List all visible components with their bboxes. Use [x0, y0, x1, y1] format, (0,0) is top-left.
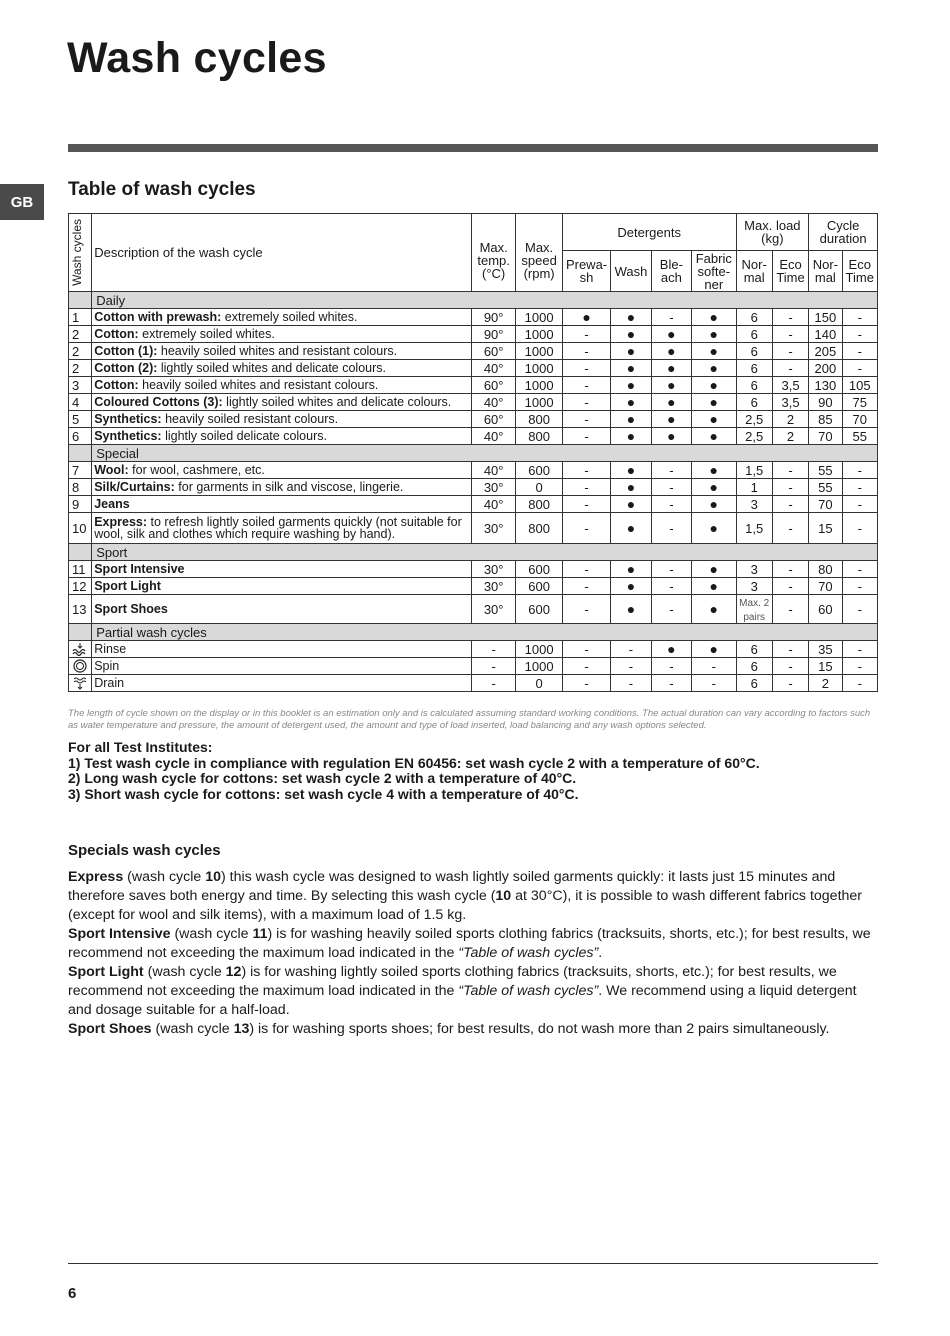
duration-eco: -	[842, 496, 877, 513]
detergent-w: ●	[611, 561, 651, 578]
load-eco: -	[772, 595, 808, 624]
detergent-w: ●	[611, 394, 651, 411]
duration-eco: -	[842, 641, 877, 658]
load-normal: 3	[736, 496, 772, 513]
load-normal: 2,5	[736, 411, 772, 428]
detergent-bl: ●	[651, 326, 691, 343]
max-temp: 90°	[471, 326, 515, 343]
detergent-w: -	[611, 658, 651, 675]
test-institutes-line: 1) Test wash cycle in compliance with regulation EN 60456: set wash cycle 2 with a temperature of 60°C.	[68, 754, 760, 771]
footer-rule	[68, 1263, 878, 1264]
detergent-fs: ●	[692, 479, 736, 496]
cycle-number: 5	[69, 411, 92, 428]
max-speed: 600	[516, 462, 562, 479]
section-spacer	[69, 292, 92, 309]
detergent-w: ●	[611, 479, 651, 496]
section-label: Sport	[92, 544, 878, 561]
table-row	[69, 428, 878, 445]
section-spacer	[69, 624, 92, 641]
special-cycle-paragraph: Sport Light (wash cycle 12) is for washing lightly soiled sports clothing fabrics (tracksuits, shorts, etc.); for best results, we recommend not exceeding the maximum load indicated in the “Table of wash cycles”. We recommend using a liquid detergent and dosage suitable for a half-load.	[68, 964, 857, 1018]
detergent-fs: ●	[692, 343, 736, 360]
max-temp: 90°	[471, 309, 515, 326]
load-eco: -	[772, 496, 808, 513]
cycle-description: Synthetics: heavily soiled resistant colours.	[92, 411, 472, 428]
max-speed: 1000	[516, 658, 562, 675]
cycle-number: 11	[69, 561, 92, 578]
detergent-fs: ●	[692, 595, 736, 624]
detergent-pw: -	[562, 428, 610, 445]
duration-eco: -	[842, 309, 877, 326]
detergent-w: ●	[611, 578, 651, 595]
section-label: Partial wash cycles	[92, 624, 878, 641]
duration-eco: 105	[842, 377, 877, 394]
table-row	[69, 343, 878, 360]
duration-normal: 55	[809, 462, 842, 479]
detergent-pw: -	[562, 561, 610, 578]
max-speed: 800	[516, 496, 562, 513]
detergent-bl: -	[651, 595, 691, 624]
language-tab: GB	[0, 184, 44, 220]
duration-eco: -	[842, 479, 877, 496]
detergent-w: ●	[611, 496, 651, 513]
load-normal: 2,5	[736, 428, 772, 445]
test-institutes-line: 2) Long wash cycle for cottons: set wash cycle 2 with a temperature of 40°C.	[68, 770, 577, 786]
section-title: Table of wash cycles	[68, 179, 256, 200]
max-temp: 30°	[471, 479, 515, 496]
cycle-description: Cotton: extremely soiled whites.	[92, 326, 472, 343]
cycle-number: 12	[69, 578, 92, 595]
duration-normal: 70	[809, 578, 842, 595]
detergent-pw: -	[562, 578, 610, 595]
detergent-w: ●	[611, 428, 651, 445]
load-normal: 3	[736, 561, 772, 578]
table-row	[69, 675, 878, 692]
special-cycle-paragraph: Sport Shoes (wash cycle 13) is for washing sports shoes; for best results, do not wash more than 2 pairs simultaneously.	[68, 1021, 830, 1037]
load-eco: -	[772, 479, 808, 496]
load-eco: 2	[772, 411, 808, 428]
max-speed: 1000	[516, 377, 562, 394]
load-normal: Max. 2 pairs	[736, 595, 772, 624]
detergent-pw: -	[562, 377, 610, 394]
cycle-description: Sport Light	[92, 578, 472, 595]
detergent-bl: -	[651, 462, 691, 479]
table-row	[69, 462, 878, 479]
header-wash: Wash	[611, 251, 651, 292]
max-speed: 600	[516, 578, 562, 595]
detergent-w: ●	[611, 360, 651, 377]
max-speed: 800	[516, 411, 562, 428]
header-max-speed: Max. speed (rpm)	[516, 214, 562, 292]
cycle-number: 1	[69, 309, 92, 326]
detergent-fs: ●	[692, 411, 736, 428]
load-eco: -	[772, 641, 808, 658]
detergent-fs: ●	[692, 561, 736, 578]
max-speed: 600	[516, 595, 562, 624]
drain-icon	[72, 676, 88, 690]
load-eco: -	[772, 513, 808, 544]
load-normal: 1	[736, 479, 772, 496]
detergent-bl: -	[651, 578, 691, 595]
header-detergents: Detergents	[562, 214, 736, 251]
duration-normal: 90	[809, 394, 842, 411]
table-row	[69, 595, 878, 624]
header-max-load: Max. load (kg)	[736, 214, 809, 251]
detergent-bl: -	[651, 658, 691, 675]
duration-normal: 200	[809, 360, 842, 377]
duration-normal: 80	[809, 561, 842, 578]
section-row	[69, 292, 878, 309]
duration-eco: -	[842, 578, 877, 595]
cycle-description: Cotton (1): heavily soiled whites and resistant colours.	[92, 343, 472, 360]
duration-eco: 75	[842, 394, 877, 411]
table-row	[69, 309, 878, 326]
duration-normal: 60	[809, 595, 842, 624]
cycle-description: Drain	[92, 675, 472, 692]
cycle-description: Jeans	[92, 496, 472, 513]
test-institutes-block	[68, 740, 878, 802]
header-duration-normal: Nor-mal	[809, 251, 842, 292]
detergent-fs: -	[692, 658, 736, 675]
table-row	[69, 641, 878, 658]
max-temp: -	[471, 675, 515, 692]
page-number: 6	[68, 1285, 77, 1302]
max-temp: 40°	[471, 360, 515, 377]
detergent-pw: -	[562, 479, 610, 496]
table-row	[69, 394, 878, 411]
max-temp: 60°	[471, 377, 515, 394]
detergent-fs: ●	[692, 360, 736, 377]
detergent-bl: -	[651, 496, 691, 513]
special-cycle-paragraph: Express (wash cycle 10) this wash cycle was designed to wash lightly soiled garments quickly: it lasts just 15 minutes and therefore saves both energy and time. By selecting this wash cycle (10 at 30°C), it is possible to wash different fabrics together (except for wool and silk items), with a maximum load of 1.5 kg.	[68, 869, 863, 923]
max-speed: 0	[516, 479, 562, 496]
load-normal: 6	[736, 658, 772, 675]
wash-cycles-table	[68, 213, 878, 692]
max-temp: 40°	[471, 496, 515, 513]
max-temp: 30°	[471, 513, 515, 544]
table-row	[69, 496, 878, 513]
rinse-icon	[72, 642, 88, 656]
duration-normal: 70	[809, 428, 842, 445]
section-row	[69, 544, 878, 561]
duration-eco: -	[842, 595, 877, 624]
load-normal: 6	[736, 675, 772, 692]
detergent-w: ●	[611, 343, 651, 360]
detergent-pw: -	[562, 658, 610, 675]
section-label: Special	[92, 445, 878, 462]
header-bleach: Ble-ach	[651, 251, 691, 292]
duration-normal: 205	[809, 343, 842, 360]
load-eco: 2	[772, 428, 808, 445]
detergent-pw: -	[562, 641, 610, 658]
max-temp: 30°	[471, 561, 515, 578]
cycle-number: 13	[69, 595, 92, 624]
load-normal: 6	[736, 326, 772, 343]
header-wash-cycles: Wash cycles	[69, 214, 92, 292]
cycle-number: 9	[69, 496, 92, 513]
cycle-icon-cell	[69, 658, 92, 675]
load-normal: 1,5	[736, 513, 772, 544]
duration-eco: -	[842, 513, 877, 544]
max-temp: -	[471, 658, 515, 675]
specials-heading: Specials wash cycles	[68, 842, 221, 859]
max-speed: 800	[516, 428, 562, 445]
duration-eco: -	[842, 360, 877, 377]
max-temp: 40°	[471, 428, 515, 445]
spin-icon	[72, 659, 88, 673]
duration-normal: 150	[809, 309, 842, 326]
detergent-fs: ●	[692, 513, 736, 544]
max-temp: 40°	[471, 462, 515, 479]
load-eco: -	[772, 326, 808, 343]
duration-eco: -	[842, 462, 877, 479]
detergent-fs: ●	[692, 326, 736, 343]
load-normal: 6	[736, 394, 772, 411]
table-row	[69, 411, 878, 428]
detergent-fs: -	[692, 675, 736, 692]
cycle-icon-cell	[69, 675, 92, 692]
duration-eco: -	[842, 326, 877, 343]
detergent-pw: -	[562, 394, 610, 411]
duration-eco: 70	[842, 411, 877, 428]
load-normal: 1,5	[736, 462, 772, 479]
detergent-pw: -	[562, 360, 610, 377]
cycle-description: Spin	[92, 658, 472, 675]
cycle-description: Sport Shoes	[92, 595, 472, 624]
duration-eco: -	[842, 561, 877, 578]
cycle-number: 4	[69, 394, 92, 411]
detergent-fs: ●	[692, 377, 736, 394]
detergent-w: ●	[611, 462, 651, 479]
detergent-bl: -	[651, 561, 691, 578]
max-speed: 800	[516, 513, 562, 544]
load-normal: 6	[736, 641, 772, 658]
table-row	[69, 513, 878, 544]
detergent-fs: ●	[692, 578, 736, 595]
section-spacer	[69, 544, 92, 561]
detergent-bl: ●	[651, 377, 691, 394]
cycle-number: 10	[69, 513, 92, 544]
load-eco: -	[772, 675, 808, 692]
load-eco: -	[772, 309, 808, 326]
detergent-bl: -	[651, 675, 691, 692]
max-temp: 60°	[471, 411, 515, 428]
detergent-w: ●	[611, 595, 651, 624]
detergent-w: ●	[611, 411, 651, 428]
table-row	[69, 658, 878, 675]
duration-normal: 70	[809, 496, 842, 513]
section-row	[69, 624, 878, 641]
load-eco: -	[772, 360, 808, 377]
detergent-pw: -	[562, 496, 610, 513]
page-title: Wash cycles	[67, 34, 327, 82]
load-normal: 6	[736, 343, 772, 360]
detergent-fs: ●	[692, 462, 736, 479]
table-row	[69, 360, 878, 377]
max-temp: 60°	[471, 343, 515, 360]
cycle-description: Cotton (2): lightly soiled whites and delicate colours.	[92, 360, 472, 377]
table-row	[69, 578, 878, 595]
detergent-bl: -	[651, 479, 691, 496]
load-eco: 3,5	[772, 377, 808, 394]
max-speed: 1000	[516, 309, 562, 326]
max-speed: 1000	[516, 360, 562, 377]
detergent-pw: -	[562, 675, 610, 692]
cycle-number: 2	[69, 343, 92, 360]
detergent-pw: -	[562, 411, 610, 428]
table-row	[69, 377, 878, 394]
duration-normal: 140	[809, 326, 842, 343]
detergent-w: ●	[611, 513, 651, 544]
detergent-pw: -	[562, 326, 610, 343]
cycle-description: Coloured Cottons (3): lightly soiled whites and delicate colours.	[92, 394, 472, 411]
cycle-description: Synthetics: lightly soiled delicate colours.	[92, 428, 472, 445]
cycle-description: Wool: for wool, cashmere, etc.	[92, 462, 472, 479]
duration-normal: 130	[809, 377, 842, 394]
detergent-bl: ●	[651, 411, 691, 428]
duration-eco: -	[842, 675, 877, 692]
duration-normal: 15	[809, 658, 842, 675]
cycle-description: Cotton: heavily soiled whites and resistant colours.	[92, 377, 472, 394]
detergent-w: -	[611, 641, 651, 658]
load-eco: -	[772, 343, 808, 360]
cycle-description: Sport Intensive	[92, 561, 472, 578]
cycle-icon-cell	[69, 641, 92, 658]
header-fabric-softener: Fabric softe-ner	[692, 251, 736, 292]
load-eco: -	[772, 578, 808, 595]
max-temp: 30°	[471, 595, 515, 624]
duration-eco: -	[842, 658, 877, 675]
section-row	[69, 445, 878, 462]
detergent-bl: -	[651, 309, 691, 326]
detergent-fs: ●	[692, 496, 736, 513]
detergent-pw: -	[562, 513, 610, 544]
load-normal: 6	[736, 309, 772, 326]
detergent-bl: ●	[651, 394, 691, 411]
max-temp: 40°	[471, 394, 515, 411]
detergent-bl: -	[651, 513, 691, 544]
detergent-w: ●	[611, 309, 651, 326]
header-load-eco-time: Eco Time	[772, 251, 808, 292]
load-eco: -	[772, 658, 808, 675]
max-temp: 30°	[471, 578, 515, 595]
duration-eco: 55	[842, 428, 877, 445]
max-speed: 1000	[516, 343, 562, 360]
cycle-description: Rinse	[92, 641, 472, 658]
section-spacer	[69, 445, 92, 462]
detergent-pw: -	[562, 343, 610, 360]
duration-normal: 55	[809, 479, 842, 496]
detergent-bl: ●	[651, 360, 691, 377]
special-cycle-paragraph: Sport Intensive (wash cycle 11) is for washing heavily soiled sports clothing fabrics (tracksuits, shorts, etc.); for best results, we recommend not exceeding the maximum load indicated in the “Table of wash cycles”.	[68, 926, 871, 961]
max-speed: 1000	[516, 641, 562, 658]
cycle-number: 8	[69, 479, 92, 496]
header-rule	[68, 144, 878, 152]
detergent-bl: ●	[651, 641, 691, 658]
max-speed: 0	[516, 675, 562, 692]
detergent-w: ●	[611, 377, 651, 394]
cycle-number: 3	[69, 377, 92, 394]
cycle-description: Silk/Curtains: for garments in silk and viscose, lingerie.	[92, 479, 472, 496]
detergent-fs: ●	[692, 394, 736, 411]
cycle-description: Cotton with prewash: extremely soiled whites.	[92, 309, 472, 326]
detergent-bl: ●	[651, 343, 691, 360]
header-prewash: Prewa-sh	[562, 251, 610, 292]
load-eco: 3,5	[772, 394, 808, 411]
cycle-description: Express: to refresh lightly soiled garments quickly (not suitable for wool, silk and clothes which require washing by hand).	[92, 513, 472, 544]
duration-normal: 2	[809, 675, 842, 692]
detergent-fs: ●	[692, 309, 736, 326]
duration-note: The length of cycle shown on the display or in this booklet is an estimation only and is calculated assuming standard working conditions. The actual duration can vary according to factors such as water temperature and pressure, the amount of detergent used, the amount and type of load inserted, load balancing and any wash options selected.	[68, 708, 871, 731]
load-normal: 6	[736, 360, 772, 377]
detergent-fs: ●	[692, 641, 736, 658]
detergent-w: -	[611, 675, 651, 692]
detergent-pw: -	[562, 595, 610, 624]
header-cycle-duration: Cycle duration	[809, 214, 878, 251]
section-label: Daily	[92, 292, 878, 309]
header-description: Description of the wash cycle	[92, 214, 472, 292]
max-temp: -	[471, 641, 515, 658]
detergent-fs: ●	[692, 428, 736, 445]
table-row	[69, 561, 878, 578]
test-institutes-line: 3) Short wash cycle for cottons: set wash cycle 4 with a temperature of 40°C.	[68, 785, 579, 802]
header-load-normal: Nor-mal	[736, 251, 772, 292]
duration-normal: 15	[809, 513, 842, 544]
max-speed: 1000	[516, 326, 562, 343]
max-speed: 600	[516, 561, 562, 578]
table-row	[69, 326, 878, 343]
load-eco: -	[772, 462, 808, 479]
duration-eco: -	[842, 343, 877, 360]
header-max-temp: Max. temp. (°C)	[471, 214, 515, 292]
cycle-number: 2	[69, 326, 92, 343]
max-speed: 1000	[516, 394, 562, 411]
test-institutes-heading: For all Test Institutes:	[68, 739, 213, 755]
detergent-pw: ●	[562, 309, 610, 326]
detergent-pw: -	[562, 462, 610, 479]
load-eco: -	[772, 561, 808, 578]
detergent-bl: ●	[651, 428, 691, 445]
cycle-number: 7	[69, 462, 92, 479]
specials-text	[68, 868, 878, 1039]
table-row	[69, 479, 878, 496]
header-duration-eco-time: Eco Time	[842, 251, 877, 292]
load-normal: 6	[736, 377, 772, 394]
cycle-number: 6	[69, 428, 92, 445]
load-normal: 3	[736, 578, 772, 595]
cycle-number: 2	[69, 360, 92, 377]
detergent-w: ●	[611, 326, 651, 343]
duration-normal: 85	[809, 411, 842, 428]
duration-normal: 35	[809, 641, 842, 658]
